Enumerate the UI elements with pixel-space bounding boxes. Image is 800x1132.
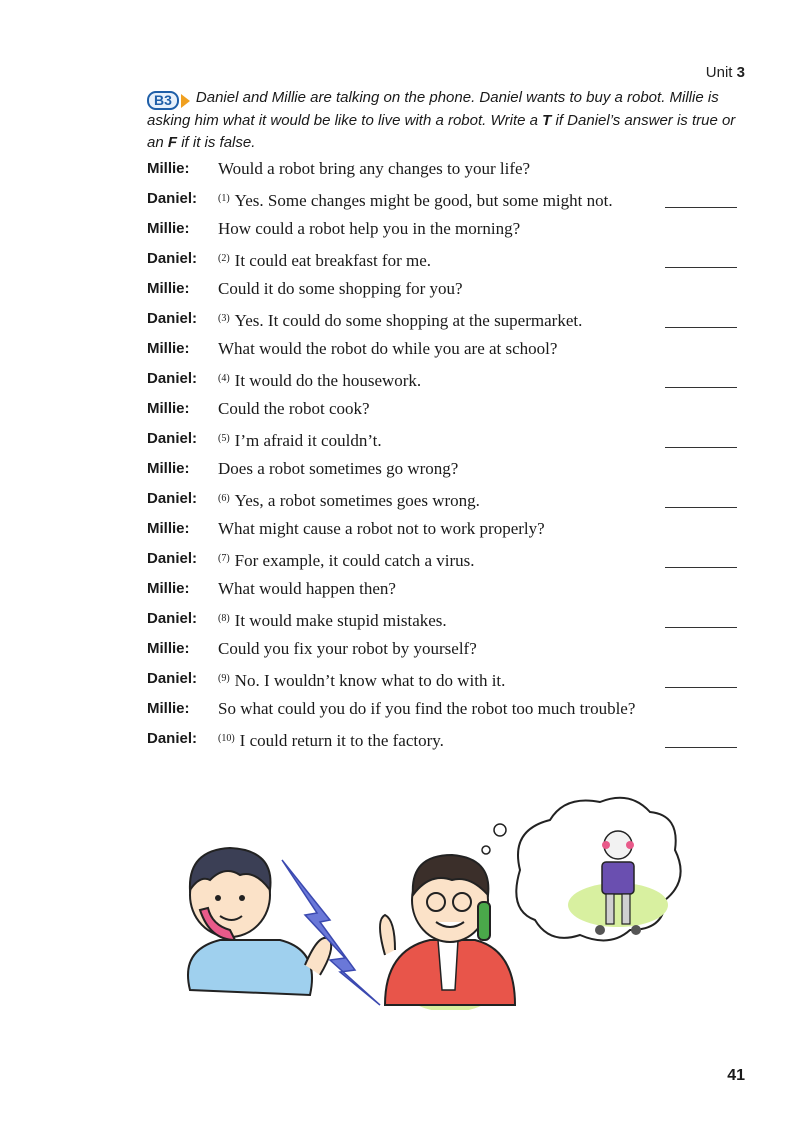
item-number: (6) — [218, 493, 230, 504]
speaker-label: Daniel: — [147, 190, 198, 207]
speaker-label: Daniel: — [147, 250, 198, 267]
dialog-line — [147, 187, 737, 217]
speaker-label: Millie: — [147, 460, 190, 477]
answer-blank[interactable] — [665, 547, 737, 568]
dialog-line — [147, 307, 737, 337]
unit-label: Unit — [705, 64, 733, 81]
item-number: (7) — [218, 553, 230, 564]
line-text — [218, 217, 737, 241]
line-text-content: I’m afraid it couldn’t. — [234, 431, 382, 450]
line-text — [218, 277, 737, 301]
exercise-badge — [147, 91, 190, 110]
play-triangle-icon — [181, 94, 190, 108]
line-text — [218, 367, 657, 393]
exercise-instruction — [147, 87, 747, 154]
phone-call-illustration — [170, 790, 690, 1010]
line-text-content: Could it do some shopping for you? — [218, 279, 463, 298]
answer-blank[interactable] — [665, 487, 737, 508]
line-text-content: Does a robot sometimes go wrong? — [218, 459, 459, 478]
line-text — [218, 427, 657, 453]
dialog-line — [147, 487, 737, 517]
line-text-content: What would happen then? — [218, 579, 396, 598]
speaker-label: Millie: — [147, 220, 190, 237]
line-text — [218, 457, 737, 481]
line-text — [218, 607, 657, 633]
letter-f: F — [167, 134, 178, 151]
answer-blank[interactable] — [665, 367, 737, 388]
dialog-line — [147, 157, 737, 187]
dialog-line — [147, 427, 737, 457]
instruction-text-c: if it is false. — [177, 134, 256, 151]
line-text — [218, 547, 657, 573]
line-text-content: It could eat breakfast for me. — [234, 251, 432, 270]
line-text — [218, 157, 737, 181]
speaker-label: Millie: — [147, 400, 190, 417]
answer-blank[interactable] — [665, 427, 737, 448]
unit-number: 3 — [736, 64, 745, 81]
line-text — [218, 187, 657, 213]
line-text — [218, 307, 657, 333]
speaker-label: Millie: — [147, 520, 190, 537]
dialog-line — [147, 697, 667, 727]
speaker-label: Daniel: — [147, 490, 198, 507]
speaker-label: Daniel: — [147, 370, 198, 387]
line-text-content: Yes, a robot sometimes goes wrong. — [234, 491, 480, 510]
answer-blank[interactable] — [665, 727, 737, 748]
dialog-line — [147, 277, 737, 307]
speaker-label: Millie: — [147, 340, 190, 357]
dialog-line — [147, 337, 737, 367]
answer-blank[interactable] — [665, 187, 737, 208]
instruction-text-a: Daniel and Millie are talking on the phone. Daniel wants to buy a robot. Millie is asking him what it would be like to live with a robot. Write a — [147, 89, 719, 129]
speaker-label: Daniel: — [147, 730, 198, 747]
line-text-content: What might cause a robot not to work properly? — [218, 519, 545, 538]
line-text-content: No. I wouldn’t know what to do with it. — [234, 671, 506, 690]
page-number: 41 — [727, 1067, 745, 1084]
item-number: (2) — [218, 253, 230, 264]
line-text — [218, 577, 737, 601]
line-text — [218, 637, 737, 661]
line-text-content: Would a robot bring any changes to your life? — [218, 159, 531, 178]
line-text-content: Yes. It could do some shopping at the supermarket. — [234, 311, 583, 330]
dialog-line — [147, 367, 737, 397]
line-text-content: It would do the housework. — [234, 371, 422, 390]
line-text — [218, 667, 657, 693]
answer-blank[interactable] — [665, 307, 737, 328]
dialog-line — [147, 547, 737, 577]
line-text-content: What would the robot do while you are at school? — [218, 339, 558, 358]
speaker-label: Daniel: — [147, 310, 198, 327]
speaker-label: Daniel: — [147, 610, 198, 627]
left-caller-figure — [188, 848, 331, 995]
speaker-label: Daniel: — [147, 670, 198, 687]
line-text — [218, 247, 657, 273]
daniel-figure — [380, 824, 515, 1010]
answer-blank[interactable] — [665, 247, 737, 268]
line-text — [218, 727, 657, 753]
line-text — [218, 697, 667, 725]
dialog-line — [147, 667, 737, 697]
line-text — [218, 397, 737, 421]
item-number: (1) — [218, 193, 230, 204]
line-text-content: Yes. Some changes might be good, but some might not. — [234, 191, 613, 210]
item-number: (4) — [218, 373, 230, 384]
dialog-line — [147, 217, 737, 247]
answer-blank[interactable] — [665, 667, 737, 688]
dialog-line — [147, 607, 737, 637]
speaker-label: Daniel: — [147, 430, 198, 447]
line-text-content: How could a robot help you in the morning? — [218, 219, 521, 238]
line-text-content: Could the robot cook? — [218, 399, 370, 418]
speaker-label: Daniel: — [147, 550, 198, 567]
line-text — [218, 337, 737, 361]
dialog — [147, 157, 737, 757]
dialog-line — [147, 457, 737, 487]
dialog-line — [147, 637, 737, 667]
item-number: (10) — [218, 733, 235, 744]
speaker-label: Millie: — [147, 700, 190, 717]
instruction-text-b: if Daniel’s answer is true or an — [147, 112, 736, 151]
thought-cloud-robot — [516, 798, 680, 941]
line-text-content: I could return it to the factory. — [239, 731, 444, 750]
letter-t: T — [542, 112, 552, 129]
speaker-label: Millie: — [147, 280, 190, 297]
line-text — [218, 487, 657, 513]
item-number: (9) — [218, 673, 230, 684]
item-number: (3) — [218, 313, 230, 324]
answer-blank[interactable] — [665, 607, 737, 628]
unit-heading — [706, 64, 745, 81]
dialog-line — [147, 247, 737, 277]
dialog-line — [147, 397, 737, 427]
item-number: (8) — [218, 613, 230, 624]
item-number: (5) — [218, 433, 230, 444]
speaker-label: Millie: — [147, 580, 190, 597]
dialog-line — [147, 517, 737, 547]
dialog-line — [147, 577, 737, 607]
line-text-content: It would make stupid mistakes. — [234, 611, 447, 630]
line-text-content: Could you fix your robot by yourself? — [218, 639, 477, 658]
line-text-content: So what could you do if you find the robot too much trouble? — [218, 699, 636, 718]
exercise-badge-label: B3 — [147, 91, 179, 110]
speaker-label: Millie: — [147, 640, 190, 657]
speaker-label: Millie: — [147, 160, 190, 177]
dialog-line — [147, 727, 737, 757]
line-text — [218, 517, 737, 541]
line-text-content: For example, it could catch a virus. — [234, 551, 475, 570]
